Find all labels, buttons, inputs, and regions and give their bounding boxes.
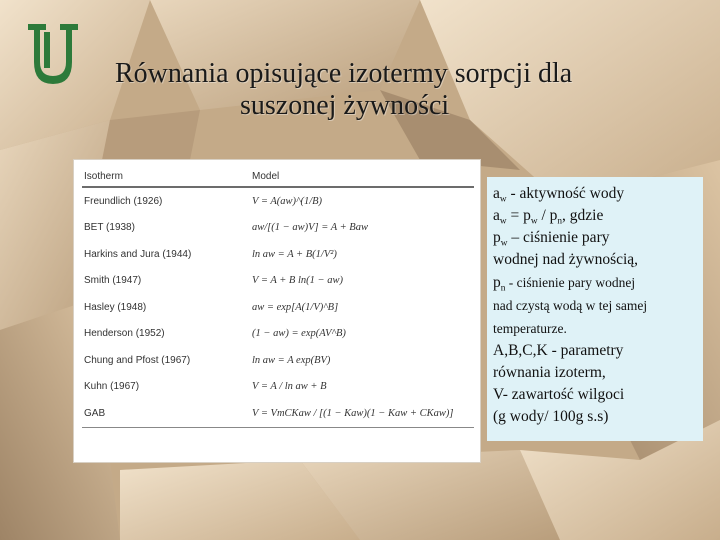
isotherm-name: Harkins and Jura (1944) (84, 248, 192, 260)
pn-subscript: n (500, 283, 506, 294)
isotherm-table (82, 168, 474, 428)
eq-end: , gdzie (562, 207, 604, 224)
def-pn (493, 271, 697, 294)
def-aw-equation (493, 205, 697, 227)
eq-pn-sub: n (557, 216, 563, 227)
isotherm-model: aw = exp[A(1/V)^B] (252, 301, 339, 313)
def-params-line1: A,B,C,K - parametry (493, 342, 624, 359)
aw-subscript: w (499, 194, 507, 205)
table-row (82, 347, 474, 374)
pw-symbol: p (493, 229, 501, 246)
eq-slash-p: / p (537, 207, 558, 224)
table-row (82, 400, 474, 427)
isotherm-model: V = A(aw)^(1/B) (252, 195, 323, 207)
table-row (82, 374, 474, 401)
eq-pw-sub: w (530, 216, 538, 227)
isotherm-model: V = A / ln aw + B (252, 381, 327, 393)
title-line-1: Równania opisujące izotermy sorpcji dla (115, 58, 573, 89)
header-model: Model (250, 168, 474, 187)
pw-subscript: w (500, 238, 508, 249)
def-pn-line3: temperaturze. (493, 321, 567, 336)
header-isotherm: Isotherm (82, 168, 250, 187)
isotherm-name: Henderson (1952) (84, 328, 165, 340)
table-row (82, 321, 474, 348)
isotherm-name: BET (1938) (84, 222, 135, 234)
isotherm-table-panel (74, 160, 480, 462)
aw-symbol: a (493, 185, 500, 202)
aw-description: - aktywność wody (506, 185, 625, 202)
isotherm-name: Kuhn (1967) (84, 381, 140, 393)
title-line-2: suszonej żywności (240, 90, 450, 121)
pw-description: – ciśnienie pary (507, 229, 610, 246)
def-v-line1: V- zawartość wilgoci (493, 386, 625, 403)
isotherm-model: V = VmCKaw / [(1 − Kaw)(1 − Kaw + CKaw)] (250, 400, 474, 427)
table-row (82, 241, 474, 268)
pn-description: - ciśnienie pary wodnej (505, 275, 636, 290)
isotherm-model: ln aw = A exp(BV) (252, 354, 331, 366)
eq-equals-p: = p (506, 207, 531, 224)
table-header-row (82, 168, 474, 187)
def-params-line2: równania izoterm, (493, 364, 606, 381)
table-row (82, 187, 474, 215)
isotherm-name: Freundlich (1926) (84, 195, 163, 207)
table-row (82, 294, 474, 321)
eq-a: a (493, 207, 500, 224)
isotherm-name: Smith (1947) (84, 275, 142, 287)
isotherm-name: GAB (82, 400, 250, 427)
u-shaped-emblem-icon (22, 18, 84, 88)
definitions-text (487, 177, 703, 428)
def-water-activity (493, 183, 697, 205)
table-row (82, 215, 474, 242)
table-row (82, 268, 474, 295)
isotherm-model: aw/[(1 − aw)V] = A + Baw (252, 222, 368, 234)
isotherm-model: V = A + B ln(1 − aw) (252, 275, 343, 287)
def-pw (493, 227, 697, 249)
def-v-line2: (g wody/ 100g s.s) (493, 408, 609, 425)
isotherm-model: ln aw = A + B(1/V²) (252, 248, 337, 260)
isotherm-name: Hasley (1948) (84, 301, 147, 313)
eq-a-sub: w (499, 216, 507, 227)
def-pn-line2: nad czystą wodą w tej samej (493, 298, 648, 313)
def-pw-line2: wodnej nad żywnością, (493, 251, 639, 268)
definitions-panel (487, 177, 703, 441)
pn-symbol: p (493, 274, 501, 291)
isotherm-name: Chung and Pfost (1967) (84, 354, 191, 366)
isotherm-model: (1 − aw) = exp(AV^B) (252, 328, 346, 340)
